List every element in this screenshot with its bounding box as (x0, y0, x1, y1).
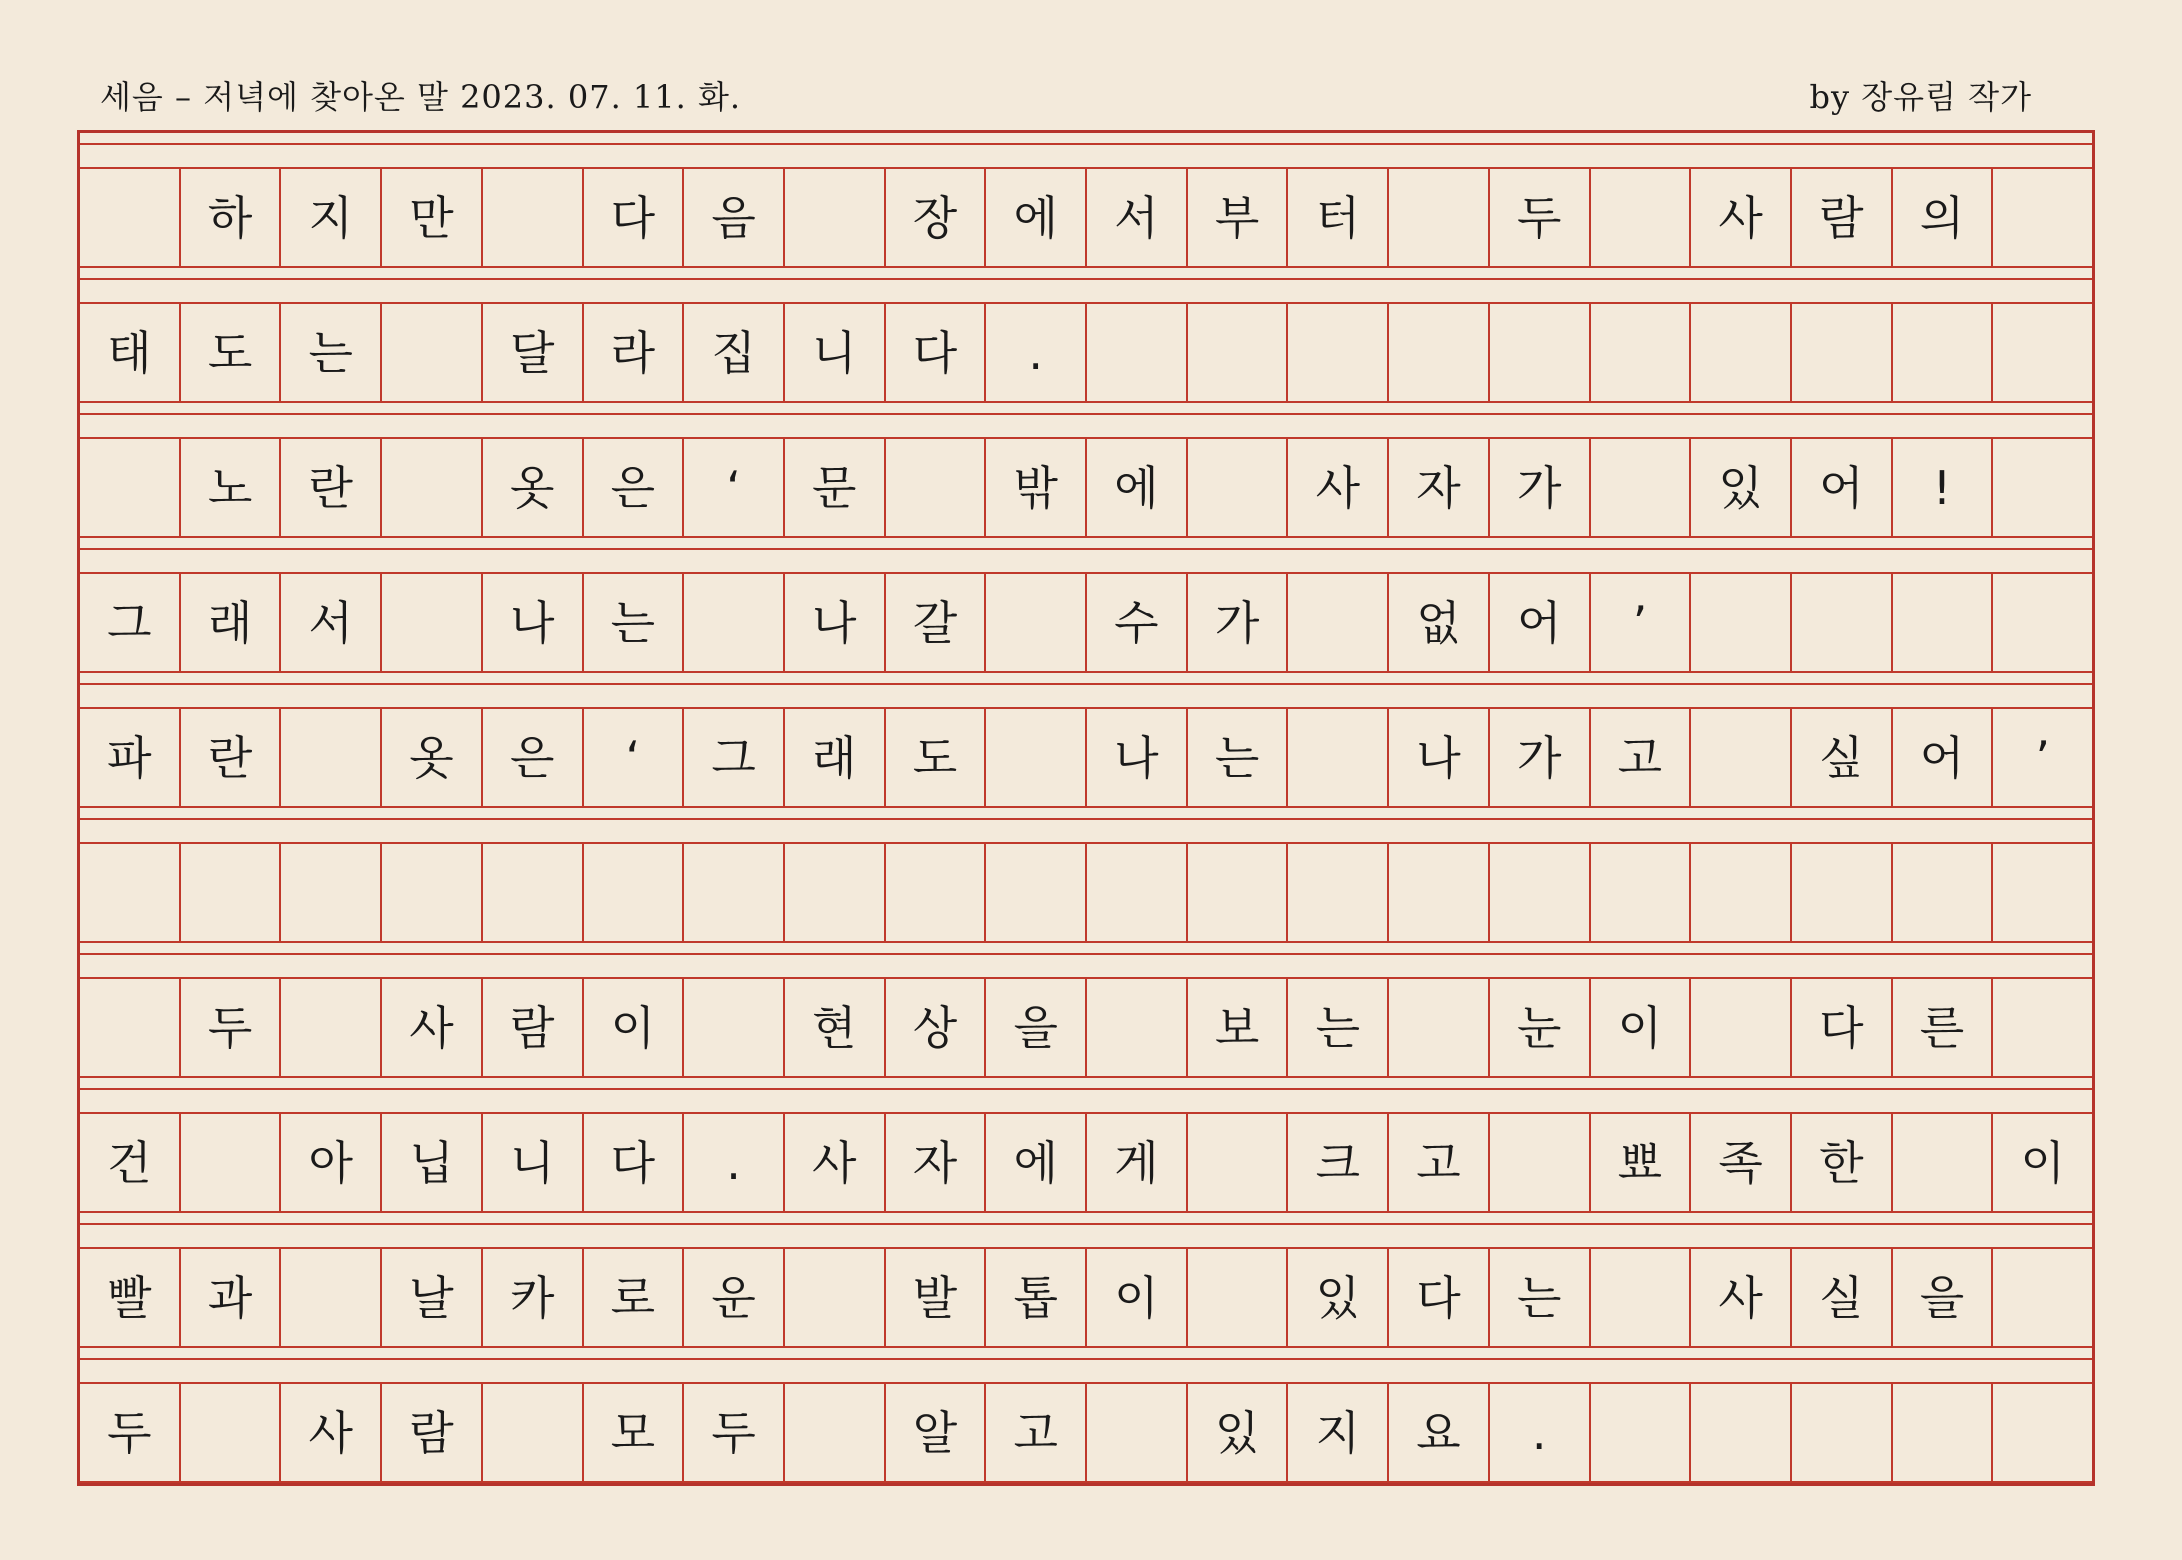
grid-cell: 알 (886, 1384, 987, 1481)
grid-cell: ‘ (584, 709, 685, 806)
grid-cell: 자 (1389, 439, 1490, 536)
manuscript-grid (77, 130, 2095, 1486)
grid-cell: 부 (1188, 169, 1289, 266)
grid-cell: 다 (886, 304, 987, 401)
grid-cell (382, 304, 483, 401)
grid-cell: 요 (1389, 1384, 1490, 1481)
grid-cell: 모 (584, 1384, 685, 1481)
grid-cell: 을 (986, 979, 1087, 1076)
grid-cell (1893, 304, 1994, 401)
grid-cell: 람 (483, 979, 584, 1076)
grid-cell (785, 1384, 886, 1481)
grid-cell (1993, 1384, 2092, 1481)
grid-cell: . (684, 1114, 785, 1211)
grid-cell: 실 (1792, 1249, 1893, 1346)
row-spacer (80, 673, 2092, 709)
grid-cell: 밖 (986, 439, 1087, 536)
document-title: 세음 – 저녁에 찾아온 말 2023. 07. 11. 화. (100, 78, 742, 116)
manuscript-row (80, 844, 2092, 943)
grid-cell: 달 (483, 304, 584, 401)
grid-cell: 있 (1188, 1384, 1289, 1481)
grid-cell (886, 844, 987, 941)
manuscript-row (80, 1384, 2092, 1483)
grid-cell: 래 (181, 574, 282, 671)
grid-cell (1893, 1384, 1994, 1481)
grid-cell (1288, 574, 1389, 671)
grid-cell: 란 (281, 439, 382, 536)
grid-cell (1087, 979, 1188, 1076)
grid-cell: ’ (2035, 730, 2051, 785)
grid-cell (1893, 574, 1994, 671)
grid-cell: 사 (281, 1384, 382, 1481)
grid-cell: 는 (1288, 979, 1389, 1076)
row-spacer (80, 403, 2092, 439)
grid-cell (1591, 304, 1692, 401)
grid-cell (986, 709, 1087, 806)
grid-cell: 집 (684, 304, 785, 401)
grid-cell (1389, 304, 1490, 401)
grid-cell (1087, 1384, 1188, 1481)
grid-cell: 로 (584, 1249, 685, 1346)
grid-cell (1691, 574, 1792, 671)
grid-cell: 현 (785, 979, 886, 1076)
grid-cell: 가 (1490, 709, 1591, 806)
grid-cell (1993, 979, 2092, 1076)
grid-cell (1792, 304, 1893, 401)
grid-cell: 날 (382, 1249, 483, 1346)
grid-cell: 아 (281, 1114, 382, 1211)
grid-cell: 운 (684, 1249, 785, 1346)
grid-cell (986, 574, 1087, 671)
grid-cell: 있 (1288, 1249, 1389, 1346)
grid-cell (281, 709, 382, 806)
grid-cell (1691, 709, 1792, 806)
grid-cell (1389, 844, 1490, 941)
grid-cell: 니 (785, 304, 886, 401)
grid-cell: 태 (80, 304, 181, 401)
grid-cell (80, 169, 181, 266)
grid-cell: 그 (80, 574, 181, 671)
grid-cell (1993, 574, 2092, 671)
grid-cell: 빨 (80, 1249, 181, 1346)
grid-cell (483, 169, 584, 266)
grid-cell: 어 (1792, 439, 1893, 536)
grid-cell (281, 1249, 382, 1346)
grid-cell (1188, 1114, 1289, 1211)
grid-cell (80, 979, 181, 1076)
grid-cell (1490, 304, 1591, 401)
grid-cell: . (1490, 1384, 1591, 1481)
grid-cell (1288, 709, 1389, 806)
grid-cell (1792, 1384, 1893, 1481)
grid-cell: 사 (382, 979, 483, 1076)
grid-cell: 가 (1188, 574, 1289, 671)
grid-cell (1188, 1249, 1289, 1346)
grid-cell (1993, 169, 2092, 266)
grid-cell: ‘ (684, 439, 785, 536)
grid-cell (1591, 1249, 1692, 1346)
grid-cell (1993, 304, 2092, 401)
grid-cell: 닙 (382, 1114, 483, 1211)
grid-cell: 옷 (382, 709, 483, 806)
grid-cell (1691, 1384, 1792, 1481)
grid-cell: 터 (1288, 169, 1389, 266)
grid-cell: 나 (785, 574, 886, 671)
grid-cell: 에 (986, 169, 1087, 266)
grid-cell (1691, 304, 1792, 401)
grid-cell (785, 1249, 886, 1346)
grid-cell: 음 (684, 169, 785, 266)
row-spacer (80, 943, 2092, 979)
grid-cell: 이 (2020, 1135, 2065, 1190)
row-spacer (80, 538, 2092, 574)
grid-cell: 이 (584, 979, 685, 1076)
grid-cell: 니 (483, 1114, 584, 1211)
grid-cell (684, 979, 785, 1076)
grid-cell: 자 (886, 1114, 987, 1211)
manuscript-row (80, 1114, 2092, 1213)
grid-cell: 두 (684, 1384, 785, 1481)
grid-cell: 다 (1792, 979, 1893, 1076)
grid-cell: 문 (785, 439, 886, 536)
grid-cell (1188, 304, 1289, 401)
grid-cell: 는 (1188, 709, 1289, 806)
grid-cell: 장 (886, 169, 987, 266)
grid-cell: 수 (1087, 574, 1188, 671)
grid-cell: 노 (181, 439, 282, 536)
grid-cell: 라 (584, 304, 685, 401)
grid-cell (1490, 1114, 1591, 1211)
grid-cell (281, 844, 382, 941)
grid-cell (1288, 304, 1389, 401)
row-spacer (80, 1078, 2092, 1114)
grid-cell: 을 (1893, 1249, 1994, 1346)
grid-cell (986, 844, 1087, 941)
manuscript-row (80, 439, 2092, 538)
grid-cell: 지 (1288, 1384, 1389, 1481)
grid-cell (1288, 844, 1389, 941)
grid-cell: 상 (886, 979, 987, 1076)
grid-cell: 과 (181, 1249, 282, 1346)
grid-cell (80, 439, 181, 536)
grid-cell: 에 (986, 1114, 1087, 1211)
grid-cell: ! (1893, 439, 1994, 536)
manuscript-row (80, 169, 2092, 268)
grid-cell: 크 (1288, 1114, 1389, 1211)
grid-cell: 카 (483, 1249, 584, 1346)
manuscript-row (80, 304, 2092, 403)
grid-cell: 은 (483, 709, 584, 806)
grid-cell: 고 (986, 1384, 1087, 1481)
grid-cell: 있 (1691, 439, 1792, 536)
grid-cell (1087, 844, 1188, 941)
grid-cell (80, 844, 181, 941)
grid-cell (684, 574, 785, 671)
grid-cell: 갈 (886, 574, 987, 671)
grid-cell: 람 (382, 1384, 483, 1481)
grid-cell (1389, 979, 1490, 1076)
grid-cell: 톱 (986, 1249, 1087, 1346)
grid-cell (382, 439, 483, 536)
grid-cell: 족 (1691, 1114, 1792, 1211)
grid-cell: 서 (281, 574, 382, 671)
grid-cell (1591, 169, 1692, 266)
grid-cell: 사 (1691, 169, 1792, 266)
grid-cell: 없 (1389, 574, 1490, 671)
grid-cell: 게 (1087, 1114, 1188, 1211)
grid-cell (181, 1114, 282, 1211)
grid-cell: 사 (1691, 1249, 1792, 1346)
grid-cell: 는 (584, 574, 685, 671)
grid-cell: 란 (181, 709, 282, 806)
grid-cell (382, 574, 483, 671)
grid-cell: 뾰 (1591, 1114, 1692, 1211)
grid-cell (1490, 844, 1591, 941)
grid-cell: 하 (181, 169, 282, 266)
grid-cell (684, 844, 785, 941)
grid-cell: 이 (1591, 979, 1692, 1076)
grid-cell: 다 (584, 1114, 685, 1211)
grid-cell (281, 979, 382, 1076)
grid-cell: 지 (281, 169, 382, 266)
grid-cell (1691, 844, 1792, 941)
grid-cell (1389, 169, 1490, 266)
grid-cell: 서 (1087, 169, 1188, 266)
grid-cell (1691, 979, 1792, 1076)
grid-cell: . (986, 304, 1087, 401)
grid-cell: 건 (80, 1114, 181, 1211)
grid-cell: ’ (1591, 574, 1692, 671)
grid-cell: 사 (785, 1114, 886, 1211)
grid-cell (785, 844, 886, 941)
grid-cell: 옷 (483, 439, 584, 536)
grid-cell: 나 (483, 574, 584, 671)
grid-cell (483, 844, 584, 941)
grid-cell: 는 (281, 304, 382, 401)
manuscript-row (80, 574, 2092, 673)
grid-cell: 의 (1893, 169, 1994, 266)
grid-cell: 어 (1893, 709, 1994, 806)
grid-cell: 고 (1389, 1114, 1490, 1211)
grid-cell: 에 (1087, 439, 1188, 536)
grid-cell: 은 (584, 439, 685, 536)
grid-cell (1993, 1249, 2092, 1346)
grid-cell: 람 (1792, 169, 1893, 266)
grid-cell: 두 (181, 979, 282, 1076)
grid-cell (483, 1384, 584, 1481)
grid-cell: 어 (1490, 574, 1591, 671)
grid-cell (1591, 844, 1692, 941)
grid-cell: 다 (1389, 1249, 1490, 1346)
grid-cell: 한 (1792, 1114, 1893, 1211)
grid-cell (584, 844, 685, 941)
grid-cell: 른 (1893, 979, 1994, 1076)
manuscript-row (80, 979, 2092, 1078)
manuscript-row (80, 1249, 2092, 1348)
grid-cell (382, 844, 483, 941)
grid-cell: 사 (1288, 439, 1389, 536)
grid-cell: 이 (1087, 1249, 1188, 1346)
grid-cell (1792, 844, 1893, 941)
grid-cell (1993, 844, 2092, 941)
grid-cell: 그 (684, 709, 785, 806)
grid-cell: 싶 (1792, 709, 1893, 806)
grid-cell: 만 (382, 169, 483, 266)
grid-cell: 두 (80, 1384, 181, 1481)
grid-cell: 눈 (1490, 979, 1591, 1076)
row-spacer (80, 268, 2092, 304)
grid-cell (181, 844, 282, 941)
grid-cell (1188, 439, 1289, 536)
grid-cell (181, 1384, 282, 1481)
grid-cell: 발 (886, 1249, 987, 1346)
grid-cell: 보 (1188, 979, 1289, 1076)
grid-cell: 래 (785, 709, 886, 806)
grid-cell: 파 (80, 709, 181, 806)
grid-cell (1188, 844, 1289, 941)
grid-cell: 도 (181, 304, 282, 401)
row-spacer (80, 808, 2092, 844)
grid-cell (1792, 574, 1893, 671)
manuscript-row (80, 709, 2092, 808)
grid-cell (886, 439, 987, 536)
row-spacer (80, 1348, 2092, 1384)
grid-cell (1591, 439, 1692, 536)
grid-cell (1893, 844, 1994, 941)
grid-cell: 도 (886, 709, 987, 806)
grid-cell: 나 (1087, 709, 1188, 806)
grid-cell: 고 (1591, 709, 1692, 806)
grid-cell (1087, 304, 1188, 401)
grid-cell (1591, 1384, 1692, 1481)
grid-cell: 가 (1490, 439, 1591, 536)
grid-cell: 다 (584, 169, 685, 266)
row-spacer (80, 1213, 2092, 1249)
grid-cell: 나 (1389, 709, 1490, 806)
grid-cell: 는 (1490, 1249, 1591, 1346)
row-spacer (80, 133, 2092, 169)
grid-cell (1893, 1114, 1994, 1211)
grid-cell: 두 (1490, 169, 1591, 266)
grid-cell (785, 169, 886, 266)
document-author: by 장유림 작가 (1809, 78, 2032, 116)
grid-cell (1993, 439, 2092, 536)
